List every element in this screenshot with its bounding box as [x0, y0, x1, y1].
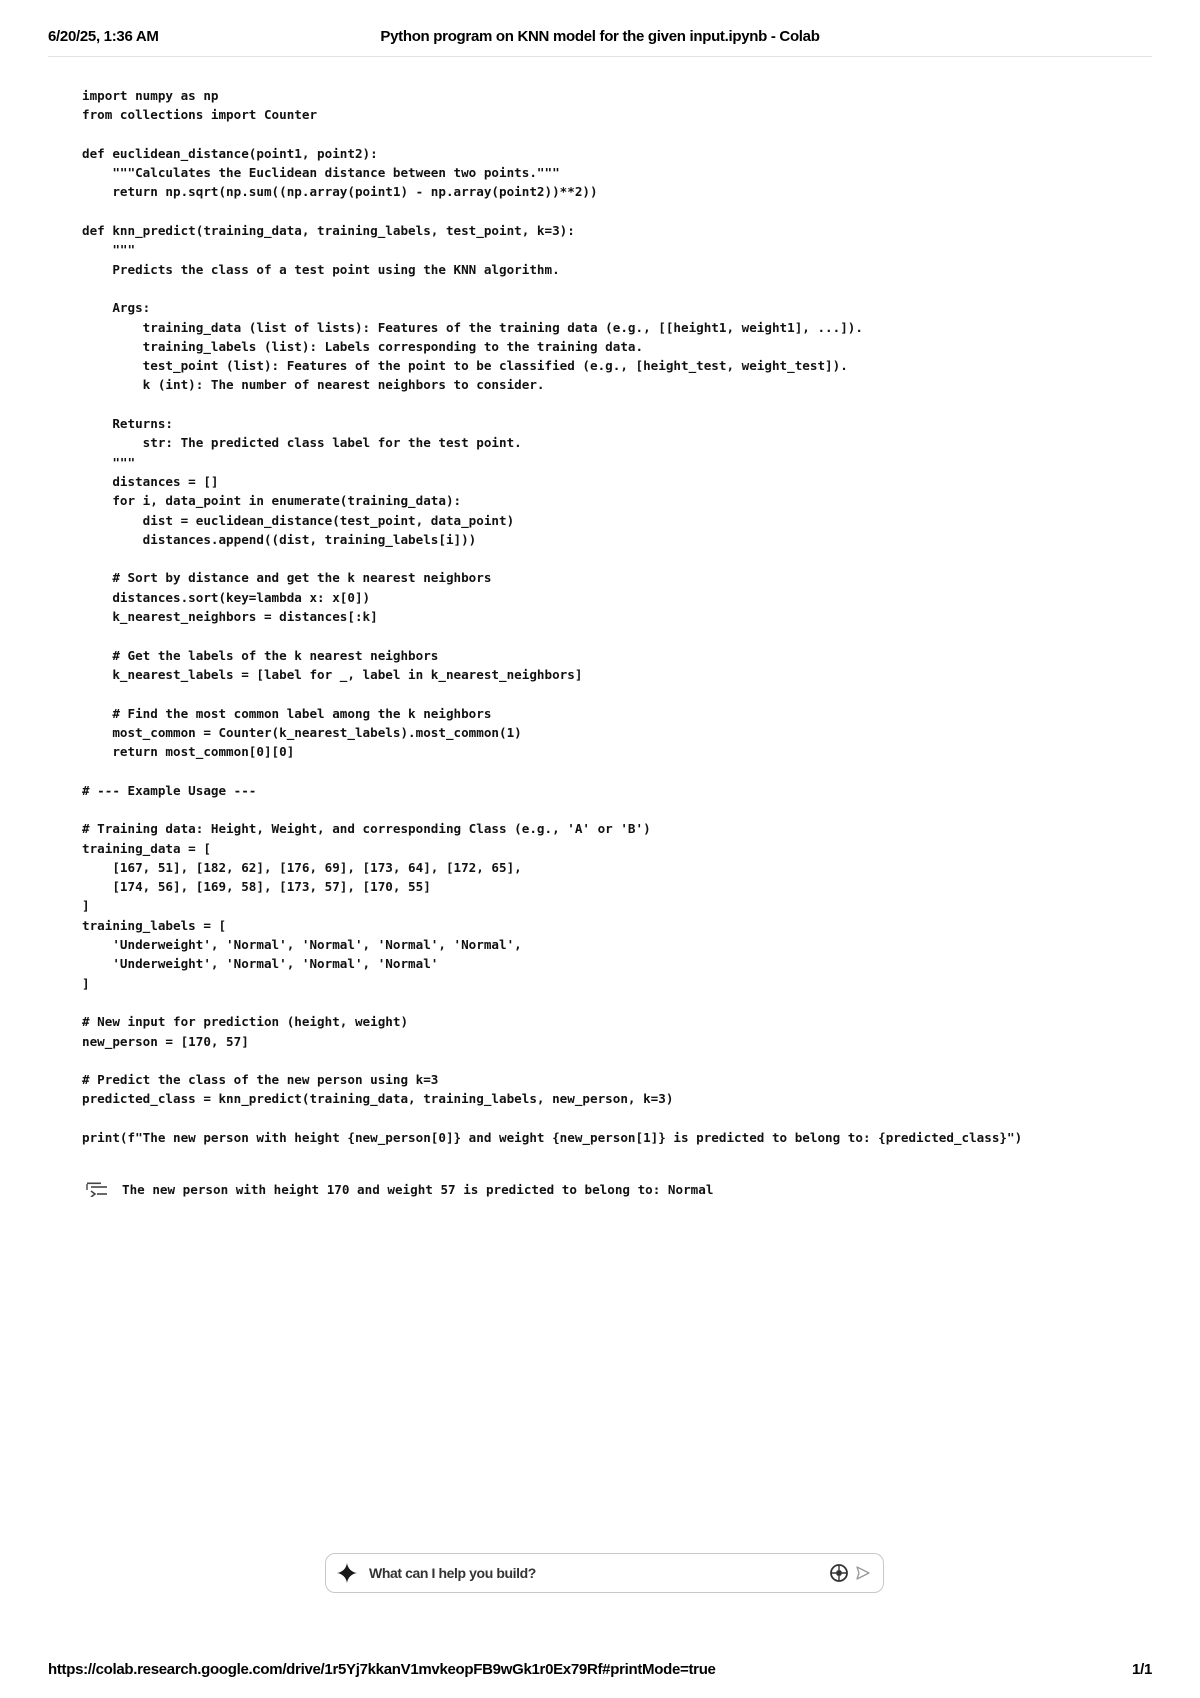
code-line: """: [82, 242, 136, 258]
print-datetime: 6/20/25, 1:36 AM: [48, 28, 159, 45]
code-line: # Find the most common label among the k neighbors: [82, 705, 492, 721]
ai-prompt-bar[interactable]: [325, 1553, 884, 1593]
code-line: # Training data: Height, Weight, and corresponding Class (e.g., 'A' or 'B'): [82, 821, 651, 837]
code-line: [82, 1051, 1160, 1070]
code-line: # Get the labels of the k nearest neighbors: [82, 647, 439, 663]
send-icon[interactable]: [855, 1565, 871, 1581]
code-line: Args:: [82, 300, 151, 316]
code-line: from collections import Counter: [82, 107, 318, 123]
code-line: most_common = Counter(k_nearest_labels).most_common(1): [82, 724, 522, 740]
code-line: ]: [82, 975, 90, 991]
code-line: [82, 125, 1160, 144]
code-line: Returns:: [82, 416, 173, 432]
output-toggle-icon[interactable]: [86, 1181, 108, 1197]
code-line: def euclidean_distance(point1, point2):: [82, 145, 378, 161]
code-line: [174, 56], [169, 58], [173, 57], [170, 55]: [82, 879, 431, 895]
code-line: distances.sort(key=lambda x: x[0]): [82, 589, 371, 605]
code-line: import numpy as np: [82, 88, 219, 103]
code-line: # New input for prediction (height, weight): [82, 1014, 409, 1030]
output-text: The new person with height 170 and weight 57 is predicted to belong to: Normal: [122, 1181, 714, 1197]
code-line: dist = euclidean_distance(test_point, data_point): [82, 512, 515, 528]
code-line: training_labels = [: [82, 917, 227, 933]
code-line: [82, 684, 1160, 703]
code-line: return np.sqrt(np.sum((np.array(point1) - np.array(point2))**2)): [82, 184, 598, 200]
code-line: k_nearest_labels = [label for _, label in k_nearest_neighbors]: [82, 666, 583, 682]
cell-output: [86, 1178, 713, 1200]
prompt-input[interactable]: [369, 1565, 829, 1581]
page-title: Python program on KNN model for the given input.ipynb - Colab: [380, 28, 820, 45]
gemini-sparkle-icon: [337, 1563, 357, 1583]
header-divider: [48, 56, 1152, 57]
code-line: [167, 51], [182, 62], [176, 69], [173, 64], [172, 65],: [82, 859, 522, 875]
code-line: """: [82, 454, 136, 470]
code-line: [82, 800, 1160, 819]
code-line: for i, data_point in enumerate(training_data):: [82, 493, 462, 509]
code-line: Predicts the class of a test point using the KNN algorithm.: [82, 261, 560, 277]
page-number: 1/1: [1132, 1661, 1152, 1678]
code-line: [82, 202, 1160, 221]
code-line: """Calculates the Euclidean distance between two points.""": [82, 165, 560, 181]
code-line: k_nearest_neighbors = distances[:k]: [82, 609, 378, 625]
code-line: distances = []: [82, 473, 219, 489]
code-cell[interactable]: [82, 86, 1160, 1147]
code-line: [82, 761, 1160, 780]
code-line: [82, 626, 1160, 645]
code-line: training_data (list of lists): Features of the training data (e.g., [[height1, weight1], ...]).: [82, 319, 863, 335]
code-line: predicted_class = knn_predict(training_data, training_labels, new_person, k=3): [82, 1091, 674, 1107]
code-line: [82, 395, 1160, 414]
code-line: training_data = [: [82, 840, 211, 856]
code-line: 'Underweight', 'Normal', 'Normal', 'Normal', 'Normal',: [82, 937, 522, 953]
code-line: str: The predicted class label for the test point.: [82, 435, 522, 451]
code-line: [82, 279, 1160, 298]
code-line: [82, 549, 1160, 568]
code-line: # Predict the class of the new person using k=3: [82, 1072, 439, 1088]
code-line: distances.append((dist, training_labels[i])): [82, 531, 477, 547]
page-url: https://colab.research.google.com/drive/1r5Yj7kkanV1mvkeopFB9wGk1r0Ex79Rf#printMode=true: [48, 1661, 716, 1678]
code-line: [82, 1109, 1160, 1128]
code-line: # Sort by distance and get the k nearest neighbors: [82, 570, 492, 586]
code-line: def knn_predict(training_data, training_labels, test_point, k=3):: [82, 223, 575, 239]
model-selector-icon[interactable]: [829, 1563, 849, 1583]
code-line: print(f"The new person with height {new_person[0]} and weight {new_person[1]} is predicted to belong to: {predicted_class}"): [82, 1130, 1023, 1146]
code-line: # --- Example Usage ---: [82, 782, 257, 798]
code-line: training_labels (list): Labels corresponding to the training data.: [82, 338, 644, 354]
code-line: return most_common[0][0]: [82, 744, 295, 760]
code-line: 'Underweight', 'Normal', 'Normal', 'Normal': [82, 956, 439, 972]
print-header: [48, 28, 1152, 50]
code-line: test_point (list): Features of the point to be classified (e.g., [height_test, weight_test]).: [82, 358, 848, 374]
code-line: k (int): The number of nearest neighbors to consider.: [82, 377, 545, 393]
code-line: ]: [82, 898, 90, 914]
code-line: [82, 993, 1160, 1012]
code-line: new_person = [170, 57]: [82, 1033, 249, 1049]
